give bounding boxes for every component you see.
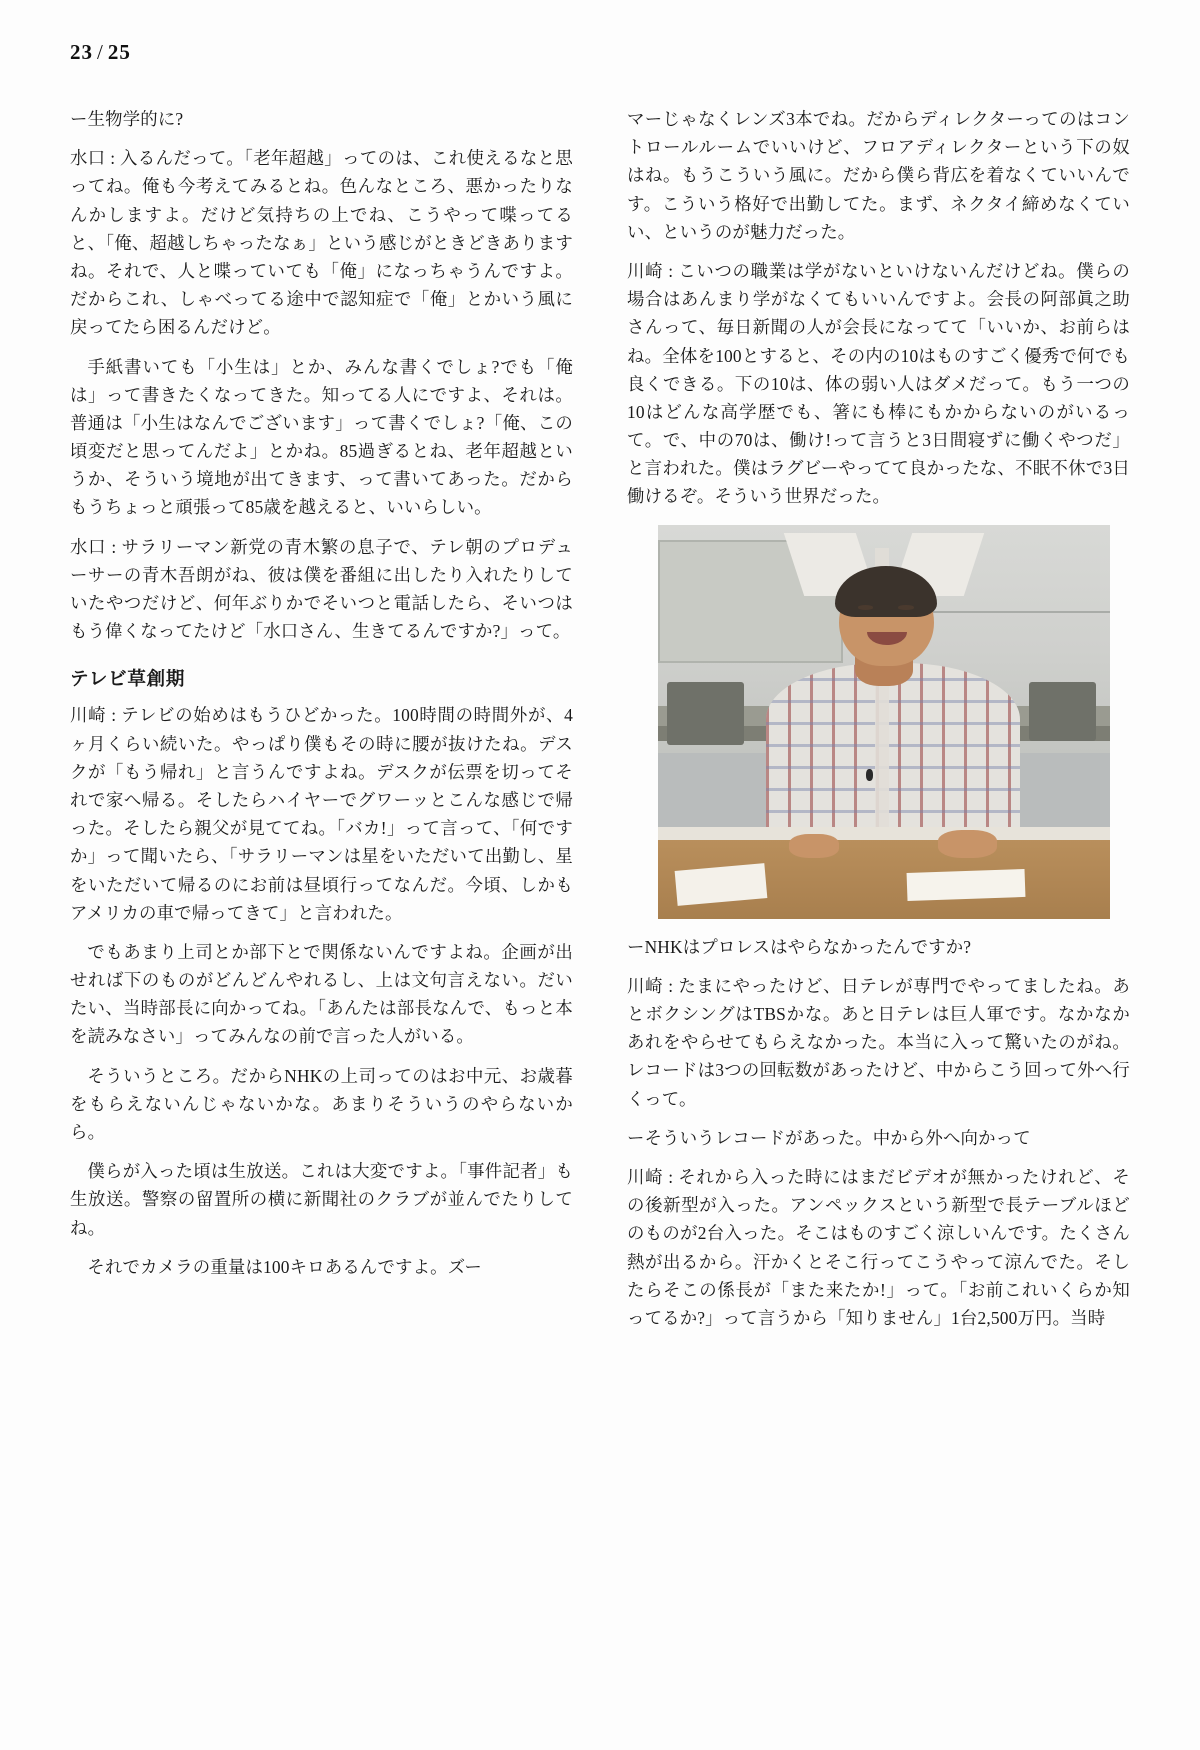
interview-question: ー生物学的に? — [70, 109, 184, 129]
interview-answer: 川崎 : たまにやったけど、日テレが専門でやってましたね。あとボクシングはTBSかな。あと日テレは巨人軍です。なかなかあれをやらせてもらえなかった。本当に入って驚いたのがね。レコードは3つの回転数があったけど、中からこう回って外へ行くって。 — [627, 975, 1130, 1109]
body-paragraph: 僕らが入った頃は生放送。これは大変ですよ。「事件記者」も生放送。警察の留置所の横に新聞社のクラブが並んでたりしてね。 — [70, 1161, 573, 1238]
figure-container — [627, 525, 1130, 919]
interview-answer: 川崎 : テレビの始めはもうひどかった。100時間の時間外が、4ヶ月くらい続いた。やっぱり僕もその時に腰が抜けたね。デスクが「もう帰れ」と言うんですよね。デスクが伝票を切ってそれで家へ帰る。そしたらハイヤーでグワーッとこんな感じで帰った。そしたら親父が見ててね。「バカ!」って言って、「何ですか」って聞いたら、「サラリーマンは星をいただいて出勤し、星をいただいて帰るのにお前は昼頃行ってなんだ。今頃、しかもアメリカの車で帰ってきて」と言われた。 — [70, 705, 573, 923]
photo-chair-right — [1029, 682, 1097, 741]
two-column-body — [70, 105, 1130, 1705]
photo-person-eye-left — [858, 605, 873, 609]
photo-near-desk-edge — [658, 827, 1110, 840]
left-column — [70, 105, 573, 1705]
current-page-number: 23 — [70, 40, 93, 64]
body-paragraph: マーじゃなくレンズ3本でね。だからディレクターってのはコントロールルームでいいけど、フロアディレクターという下の奴はね。もうこういう風に。だから僕ら背広を着なくていいんです。こういう格好で出勤してた。まず、ネクタイ締めなくていい、というのが魅力だった。 — [627, 109, 1130, 242]
body-paragraph: でもあまり上司とか部下とで関係ないんですよね。企画が出せれば下のものがどんどんやれるし、上は文句言えない。だいたい、当時部長に向かってね。「あんたは部長なんで、もっと本を読みなさい」ってみんなの前で言った人がいる。 — [70, 941, 573, 1047]
body-paragraph: それでカメラの重量は100キロあるんですよ。ズー — [87, 1256, 482, 1277]
right-column — [627, 105, 1130, 1705]
interview-question: ーNHKはプロレスはやらなかったんですか? — [627, 936, 972, 957]
section-heading: テレビ草創期 — [70, 668, 186, 690]
page-number-header — [70, 40, 131, 65]
interview-answer: 川崎 : こいつの職業は学がないといけないんだけどね。僕らの場合はあんまり学がなくてもいいんですよ。会長の阿部眞之助さんって、毎日新聞の人が会長になってて「いいか、お前らはね。全体を100とすると、その内の10はものすごく優秀で何でも良くできる。下の10は、体の弱い人はダメだって。もう一つの10はどんな高学歴でも、箸にも棒にもかからないのがいるって。で、中の70は、働け!って言うと3日間寝ずに働くやつだ」と言われた。僕はラグビーやってて良かったな、不眠不休で3日働けるぞ。そういう世界だった。 — [627, 260, 1130, 507]
interview-question: ーそういうレコードがあった。中から外へ向かって — [627, 1127, 1031, 1148]
photo-lapel-microphone — [866, 769, 873, 782]
photo-person-hand-right — [938, 830, 997, 858]
total-page-number: 25 — [107, 40, 131, 64]
interview-photo — [658, 525, 1110, 919]
photo-chair-left — [667, 682, 744, 745]
body-paragraph: そういうところ。だからNHKの上司ってのはお中元、お歳暮をもらえないんじゃないかな。あまりそういうのやらないから。 — [70, 1065, 573, 1142]
photo-person-hand-left — [789, 834, 839, 858]
page-number-separator: / — [97, 40, 104, 64]
photo-person-eye-right — [898, 605, 913, 609]
body-paragraph: 手紙書いても「小生は」とか、みんな書くでしょ?でも「俺は」って書きたくなってきた。知ってる人にですよ、それは。普通は「小生はなんでございます」って書くでしょ?「俺、この頃変だと思ってんだよ」とかね。85過ぎるとね、老年超越というか、そういう境地が出てきます、って書いてあった。だからもうちょっと頑張って85歳を越えると、いいらしい。 — [70, 356, 573, 518]
interview-answer: 水口 : 入るんだって。「老年超越」ってのは、これ使えるなと思ってね。俺も今考えてみるとね。色んなところ、悪かったりなんかしますよ。だけど気持ちの上でね、こうやって喋ってると、「俺、超越しちゃったなぁ」という感じがときどきありますね。それで、人と喋っていても「俺」になっちゃうんですよ。だからこれ、しゃべってる途中で認知症で「俺」とかいう風に戻ってたら困るんだけど。 — [70, 148, 573, 338]
interview-answer: 川崎 : それから入った時にはまだビデオが無かったけれど、その後新型が入った。アンペックスという新型で長テーブルほどのものが2台入った。そこはものすごく涼しいんです。たくさん熱が出るから。汗かくとそこ行ってこうやって涼んでた。そしたらそこの係長が「また来たか!」って。「お前これいくらか知ってるか?」って言うから「知りません」1台2,500万円。当時 — [627, 1166, 1130, 1328]
photo-paper-sheet — [906, 869, 1024, 901]
interview-answer: 水口 : サラリーマン新党の青木繁の息子で、テレ朝のプロデューサーの青木吾朗がね、彼は僕を番組に出したり入れたりしていたやつだけど、何年ぶりかでそいつと電話したら、そいつはもう偉くなってたけど「水口さん、生きてるんですか?」って。 — [70, 536, 573, 642]
